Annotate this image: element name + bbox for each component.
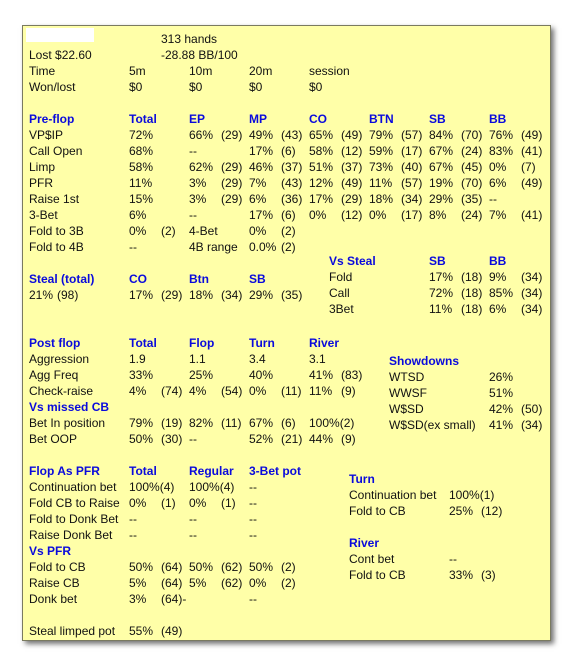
vs-steal-row-0: 3Bet: [329, 302, 354, 316]
player-name-blank: [26, 28, 94, 42]
flop-pfr-row-1: --: [129, 528, 137, 542]
postflop-header-0: Post flop: [29, 336, 81, 350]
missed-cb-row-4: (11): [221, 416, 242, 430]
preflop-row-3: (29): [221, 192, 243, 206]
preflop-header-5: BTN: [369, 112, 394, 126]
preflop-header-4: CO: [309, 112, 327, 126]
flop-pfr-row-3: 0%: [189, 496, 207, 510]
preflop-row-5: (6): [281, 208, 296, 222]
flop-pfr-header-1: Total: [129, 464, 157, 478]
vs-pfr-row-0: Raise CB: [29, 576, 80, 590]
vs-pfr-row-2: (64): [161, 560, 183, 574]
preflop-row-0: VP$IP: [29, 128, 64, 142]
postflop-row-5: 40%: [249, 368, 274, 382]
flop-pfr-row-1: --: [129, 512, 137, 526]
vs-missed-cb-heading: Vs missed CB: [29, 400, 110, 414]
turn-row-1: 100%(1): [449, 488, 495, 502]
preflop-row-8: 0%: [369, 208, 387, 222]
steal-limped-pot-row-1: 55%: [129, 624, 154, 638]
preflop-header-2: EP: [189, 112, 206, 126]
steal-limped-pot-row-2: (49): [161, 624, 183, 638]
showdown-row-0: WWSF: [389, 386, 427, 400]
flop-pfr-row-4: (1): [221, 496, 236, 510]
vs-pfr-row-4: (62): [221, 560, 243, 574]
preflop-row-6: 0%: [309, 208, 327, 222]
fold-to-3bet-row-0: Fold to 3B: [29, 224, 84, 238]
preflop-row-11: (35): [461, 192, 483, 206]
preflop-row-12: 0%: [489, 160, 507, 174]
steal-row-1: (98): [57, 288, 79, 302]
preflop-row-2: 62%: [189, 160, 214, 174]
preflop-row-4: 17%: [249, 208, 274, 222]
preflop-row-0: 3-Bet: [29, 208, 58, 222]
vs-steal-row-0: Call: [329, 286, 350, 300]
steal-row-4: 18%: [189, 288, 214, 302]
preflop-row-9: (40): [401, 160, 423, 174]
turn-row-0: Fold to CB: [349, 504, 406, 518]
preflop-row-0: PFR: [29, 176, 53, 190]
postflop-row-8: (9): [341, 384, 356, 398]
preflop-row-0: Raise 1st: [29, 192, 80, 206]
missed-cb-row-3: --: [189, 432, 197, 446]
vs-pfr-row-4: (62): [221, 576, 243, 590]
postflop-header-3: Turn: [249, 336, 275, 350]
flop-pfr-row-3: --: [189, 512, 197, 526]
time-row-4: session: [309, 64, 350, 78]
preflop-row-6: 17%: [309, 192, 334, 206]
vs-steal-row-4: (34): [521, 270, 543, 284]
turn-row-2: (12): [481, 504, 503, 518]
preflop-row-2: 66%: [189, 128, 214, 142]
postflop-header-1: Total: [129, 336, 157, 350]
vs-steal-row-1: 11%: [429, 302, 453, 316]
fold-to-3bet-row-2: (2): [161, 224, 176, 238]
steal-row-6: 29%: [249, 288, 274, 302]
vs-pfr-row-5: --: [249, 592, 257, 606]
won-lost-row-4: $0: [309, 80, 323, 94]
steal-row-5: (34): [221, 288, 243, 302]
vs-pfr-row-2: (64)-: [161, 592, 187, 606]
river-row-1: 33%: [449, 568, 474, 582]
vs-pfr-row-5: 50%: [249, 560, 274, 574]
flop-pfr-row-5: --: [249, 528, 257, 542]
preflop-row-9: (17): [401, 144, 423, 158]
vs-pfr-row-0: Fold to CB: [29, 560, 86, 574]
preflop-row-8: 73%: [369, 160, 394, 174]
preflop-row-6: 58%: [309, 144, 334, 158]
postflop-row-3: 25%: [189, 368, 214, 382]
time-row-2: 10m: [189, 64, 213, 78]
vs-pfr-row-6: (2): [281, 560, 296, 574]
vs-pfr-row-3: 50%: [189, 560, 214, 574]
lost-amount: Lost $22.60: [29, 48, 92, 62]
stats-tooltip-panel: [22, 25, 551, 641]
steal-header-3: SB: [249, 272, 266, 286]
flop-pfr-row-5: --: [249, 480, 257, 494]
vs-steal-header-0: Vs Steal: [329, 254, 376, 268]
preflop-row-10: 29%: [429, 192, 454, 206]
vs-pfr-row-0: Donk bet: [29, 592, 78, 606]
preflop-row-6: 12%: [309, 176, 334, 190]
missed-cb-row-0: Bet In position: [29, 416, 106, 430]
preflop-row-13: (49): [521, 176, 543, 190]
preflop-row-4: 17%: [249, 144, 274, 158]
preflop-row-8: 18%: [369, 192, 394, 206]
preflop-row-0: Call Open: [29, 144, 83, 158]
turn-row-1: 25%: [449, 504, 474, 518]
steal-header-2: Btn: [189, 272, 209, 286]
preflop-row-5: (43): [281, 176, 303, 190]
preflop-row-12: 6%: [489, 176, 507, 190]
preflop-row-3: (29): [221, 176, 243, 190]
preflop-row-8: 59%: [369, 144, 394, 158]
vs-steal-row-3: 6%: [489, 302, 507, 316]
missed-cb-row-5: 67%: [249, 416, 274, 430]
preflop-row-13: (41): [521, 144, 543, 158]
preflop-row-3: (29): [221, 128, 243, 142]
vs-steal-row-4: (34): [521, 302, 543, 316]
postflop-row-7: 41%: [309, 368, 334, 382]
fold-to-3bet-row-4: 0%: [249, 224, 267, 238]
steal-limped-pot-row-0: Steal limped pot: [29, 624, 116, 638]
fold-to-3bet-row-5: (2): [281, 224, 296, 238]
preflop-row-6: 65%: [309, 128, 334, 142]
preflop-row-1: 11%: [129, 176, 153, 190]
vs-pfr-row-5: 0%: [249, 576, 267, 590]
showdown-row-1: 42%: [489, 402, 514, 416]
preflop-row-0: Limp: [29, 160, 56, 174]
flop-pfr-row-0: Continuation bet: [29, 480, 117, 494]
flop-pfr-row-5: --: [249, 496, 257, 510]
won-lost-row-3: $0: [249, 80, 263, 94]
flop-pfr-row-0: Fold to Donk Bet: [29, 512, 119, 526]
preflop-row-4: 46%: [249, 160, 274, 174]
preflop-row-9: (17): [401, 208, 423, 222]
steal-row-0: 21%: [29, 288, 54, 302]
preflop-row-9: (57): [401, 176, 423, 190]
showdown-row-2: (34): [521, 418, 543, 432]
turn-row-0: Continuation bet: [349, 488, 437, 502]
preflop-row-9: (57): [401, 128, 423, 142]
missed-cb-row-1: 50%: [129, 432, 154, 446]
missed-cb-row-0: Bet OOP: [29, 432, 78, 446]
vs-steal-row-4: (34): [521, 286, 543, 300]
preflop-row-2: 3%: [189, 176, 207, 190]
preflop-row-8: 79%: [369, 128, 394, 142]
preflop-row-5: (6): [281, 144, 296, 158]
steal-header-0: Steal (total): [29, 272, 95, 286]
postflop-row-3: 4%: [189, 384, 207, 398]
preflop-row-11: (24): [461, 208, 483, 222]
preflop-row-11: (70): [461, 176, 483, 190]
preflop-row-13: (49): [521, 128, 543, 142]
showdown-row-0: W$SD: [389, 402, 424, 416]
postflop-row-3: 1.1: [189, 352, 206, 366]
postflop-header-2: Flop: [189, 336, 215, 350]
showdown-row-1: 26%: [489, 370, 514, 384]
hands-count: 313 hands: [161, 32, 218, 46]
preflop-header-6: SB: [429, 112, 446, 126]
preflop-row-1: 58%: [129, 160, 154, 174]
fold-to-3bet-row-1: 0%: [129, 224, 147, 238]
preflop-row-10: 67%: [429, 144, 454, 158]
flop-pfr-row-5: --: [249, 512, 257, 526]
steal-row-7: (35): [281, 288, 303, 302]
flop-pfr-header-3: 3-Bet pot: [249, 464, 301, 478]
flop-pfr-row-3: --: [189, 528, 197, 542]
flop-pfr-row-3: 100%(4): [189, 480, 235, 494]
preflop-row-12: 7%: [489, 208, 507, 222]
showdowns-heading: Showdowns: [389, 354, 459, 368]
showdown-row-2: (50): [521, 402, 543, 416]
vs-pfr-row-1: 5%: [129, 576, 147, 590]
preflop-row-11: (24): [461, 144, 483, 158]
postflop-row-0: Check-raise: [29, 384, 94, 398]
river-row-2: (3): [481, 568, 496, 582]
flop-pfr-row-1: 100%(4): [129, 480, 175, 494]
postflop-header-4: River: [309, 336, 340, 350]
postflop-row-1: 1.9: [129, 352, 146, 366]
vs-pfr-row-1: 3%: [129, 592, 147, 606]
vs-steal-header-2: BB: [489, 254, 507, 268]
steal-row-3: (29): [161, 288, 183, 302]
vs-pfr-row-6: (2): [281, 576, 296, 590]
flop-pfr-row-2: (1): [161, 496, 176, 510]
fold-to-4bet-row-1: --: [129, 240, 137, 254]
river-row-1: --: [449, 552, 457, 566]
fold-to-4bet-row-0: Fold to 4B: [29, 240, 84, 254]
preflop-row-2: --: [189, 208, 197, 222]
preflop-row-7: (12): [341, 208, 363, 222]
river-heading: River: [349, 536, 380, 550]
time-row-0: Time: [29, 64, 56, 78]
vs-steal-row-0: Fold: [329, 270, 353, 284]
postflop-row-5: 0%: [249, 384, 267, 398]
fold-to-4bet-row-4: (2): [281, 240, 296, 254]
preflop-row-13: (41): [521, 208, 543, 222]
time-row-3: 20m: [249, 64, 273, 78]
preflop-row-10: 19%: [429, 176, 454, 190]
preflop-row-7: (12): [341, 144, 363, 158]
preflop-header-3: MP: [249, 112, 267, 126]
preflop-row-5: (43): [281, 128, 303, 142]
won-lost-row-0: Won/lost: [29, 80, 76, 94]
postflop-row-1: 33%: [129, 368, 154, 382]
preflop-row-7: (29): [341, 192, 363, 206]
preflop-row-6: 51%: [309, 160, 334, 174]
preflop-row-1: 6%: [129, 208, 147, 222]
postflop-row-4: (54): [221, 384, 243, 398]
postflop-row-5: 3.4: [249, 352, 266, 366]
flop-pfr-row-1: 0%: [129, 496, 147, 510]
flop-pfr-header-2: Regular: [189, 464, 234, 478]
showdown-row-0: WTSD: [389, 370, 425, 384]
fold-to-4bet-row-3: 0.0%: [249, 240, 277, 254]
missed-cb-row-8: (9): [341, 432, 356, 446]
vs-steal-header-1: SB: [429, 254, 446, 268]
preflop-row-13: (7): [521, 160, 536, 174]
showdown-row-0: W$SD(ex small): [389, 418, 476, 432]
missed-cb-row-3: 82%: [189, 416, 214, 430]
time-row-1: 5m: [129, 64, 146, 78]
preflop-row-12: --: [489, 192, 497, 206]
vs-pfr-row-3: 5%: [189, 576, 207, 590]
won-lost-row-1: $0: [129, 80, 143, 94]
preflop-header-7: BB: [489, 112, 507, 126]
preflop-row-8: 11%: [369, 176, 393, 190]
won-lost-row-2: $0: [189, 80, 203, 94]
preflop-row-11: (70): [461, 128, 483, 142]
preflop-row-7: (49): [341, 128, 363, 142]
river-row-0: Fold to CB: [349, 568, 406, 582]
preflop-row-10: 84%: [429, 128, 454, 142]
postflop-row-8: (83): [341, 368, 363, 382]
vs-pfr-row-1: 50%: [129, 560, 154, 574]
vs-pfr-row-2: (64): [161, 576, 183, 590]
preflop-header-1: Total: [129, 112, 157, 126]
preflop-row-7: (49): [341, 176, 363, 190]
missed-cb-row-5: 52%: [249, 432, 274, 446]
preflop-row-4: 6%: [249, 192, 267, 206]
preflop-row-12: 83%: [489, 144, 514, 158]
preflop-row-1: 15%: [129, 192, 154, 206]
fold-to-3bet-row-3: 4-Bet: [189, 224, 218, 238]
vs-pfr-heading: Vs PFR: [29, 544, 72, 558]
vs-steal-row-2: (18): [461, 302, 483, 316]
vs-steal-row-2: (18): [461, 270, 483, 284]
preflop-row-5: (36): [281, 192, 303, 206]
turn-heading: Turn: [349, 472, 375, 486]
postflop-row-6: (11): [281, 384, 302, 398]
postflop-row-1: 4%: [129, 384, 147, 398]
flop-pfr-row-0: Raise Donk Bet: [29, 528, 113, 542]
showdown-row-1: 51%: [489, 386, 514, 400]
preflop-row-9: (34): [401, 192, 423, 206]
missed-cb-row-7: 100%(2): [309, 416, 355, 430]
steal-header-1: CO: [129, 272, 147, 286]
missed-cb-row-7: 44%: [309, 432, 334, 446]
preflop-row-2: 3%: [189, 192, 207, 206]
vs-steal-row-2: (18): [461, 286, 483, 300]
river-row-0: Cont bet: [349, 552, 395, 566]
preflop-row-12: 76%: [489, 128, 514, 142]
postflop-row-7: 11%: [309, 384, 333, 398]
showdown-row-1: 41%: [489, 418, 514, 432]
preflop-row-4: 7%: [249, 176, 267, 190]
missed-cb-row-6: (6): [281, 416, 296, 430]
missed-cb-row-1: 79%: [129, 416, 154, 430]
vs-steal-row-3: 9%: [489, 270, 507, 284]
preflop-row-1: 68%: [129, 144, 154, 158]
preflop-row-10: 8%: [429, 208, 447, 222]
missed-cb-row-2: (30): [161, 432, 183, 446]
preflop-row-2: --: [189, 144, 197, 158]
postflop-row-0: Agg Freq: [29, 368, 79, 382]
fold-to-4bet-row-2: 4B range: [189, 240, 238, 254]
flop-pfr-header-0: Flop As PFR: [29, 464, 100, 478]
vs-steal-row-1: 17%: [429, 270, 454, 284]
preflop-header-0: Pre-flop: [29, 112, 75, 126]
missed-cb-row-6: (21): [281, 432, 303, 446]
postflop-row-2: (74): [161, 384, 183, 398]
preflop-row-11: (45): [461, 160, 483, 174]
preflop-row-4: 49%: [249, 128, 274, 142]
bb-per-100: -28.88 BB/100: [161, 48, 238, 62]
steal-row-2: 17%: [129, 288, 154, 302]
postflop-row-7: 3.1: [309, 352, 326, 366]
preflop-row-10: 67%: [429, 160, 454, 174]
vs-steal-row-3: 85%: [489, 286, 514, 300]
postflop-row-0: Aggression: [29, 352, 90, 366]
missed-cb-row-2: (19): [161, 416, 183, 430]
vs-steal-row-1: 72%: [429, 286, 454, 300]
flop-pfr-row-0: Fold CB to Raise: [29, 496, 120, 510]
preflop-row-7: (37): [341, 160, 363, 174]
preflop-row-1: 72%: [129, 128, 154, 142]
preflop-row-3: (29): [221, 160, 243, 174]
preflop-row-5: (37): [281, 160, 303, 174]
